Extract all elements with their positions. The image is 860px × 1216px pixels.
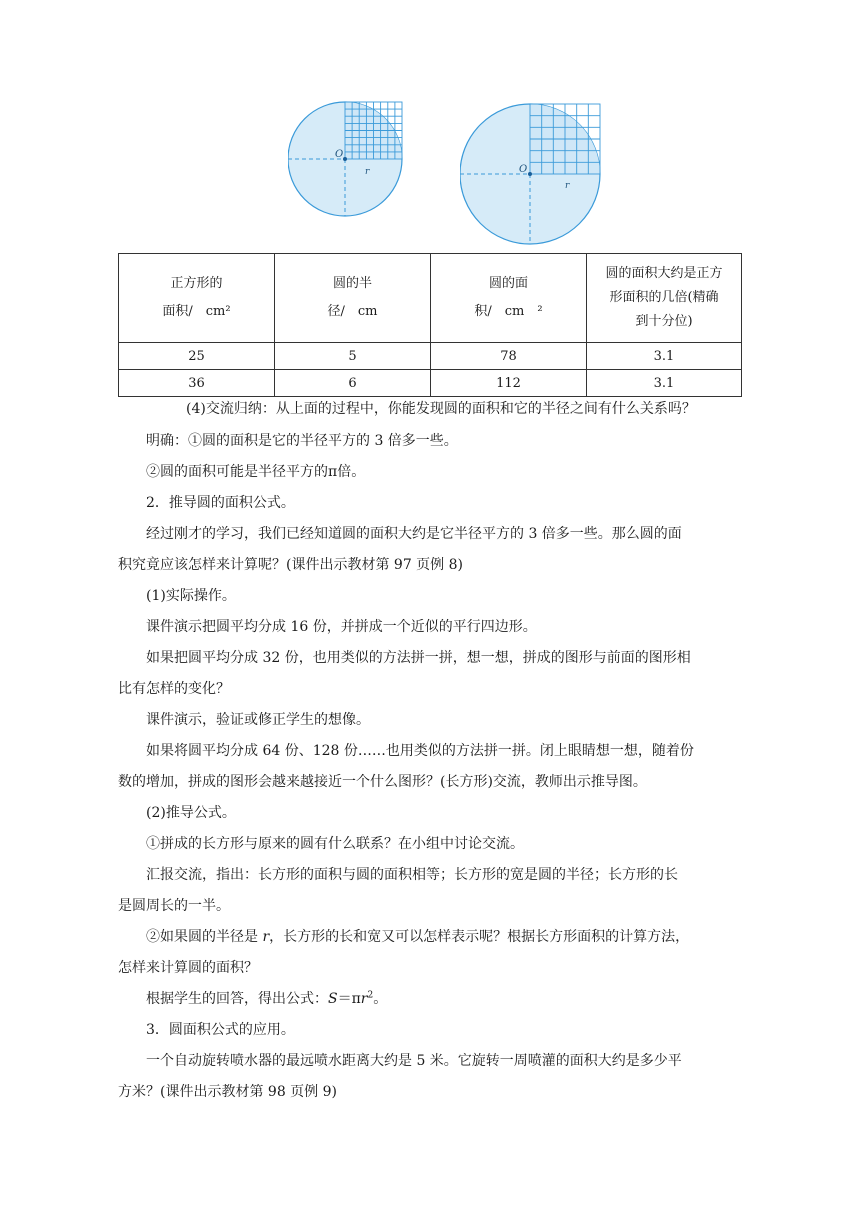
header-cell: 圆的半 径/ cm — [275, 254, 431, 343]
section-heading: 2．推导圆的面积公式。 — [146, 495, 295, 511]
paragraph: 如果把圆平均分成 32 份，也用类似的方法拼一拼，想一想，拼成的图形与前面的图形相 — [146, 650, 691, 666]
paragraph: ②圆的面积可能是半径平方的π倍。 — [146, 464, 366, 480]
paragraph: 比有怎样的变化？ — [118, 681, 230, 697]
paragraph: 经过刚才的学习，我们已经知道圆的面积大约是它半径平方的 3 倍多一些。那么圆的面 — [146, 526, 682, 542]
paragraph: (2)推导公式。 — [146, 805, 236, 821]
table-cell: 3.1 — [587, 370, 742, 397]
paragraph: ②如果圆的半径是 r，长方形的长和宽又可以怎样表示呢？根据长方形面积的计算方法， — [146, 929, 690, 945]
paragraph: 积究竟应该怎样来计算呢？(课件出示教材第 97 页例 8) — [118, 557, 463, 573]
header-cell: 正方形的 面积/ cm² — [119, 254, 275, 343]
header-cell: 圆的面 积/ cm ² — [431, 254, 587, 343]
paragraph: 一个自动旋转喷水器的最远喷水距离大约是 5 米。它旋转一周喷灌的面积大约是多少平 — [146, 1053, 682, 1069]
paragraph: 课件演示，验证或修正学生的想像。 — [146, 712, 370, 728]
paragraph: (4)交流归纳：从上面的过程中，你能发现圆的面积和它的半径之间有什么关系吗？ — [186, 401, 696, 417]
paragraph: (1)实际操作。 — [146, 588, 236, 604]
table-row — [119, 370, 742, 397]
paragraph: 是圆周长的一半。 — [118, 898, 230, 914]
large-center-label: O — [519, 164, 528, 175]
paragraph: 如果将圆平均分成 64 份、128 份……也用类似的方法拼一拼。闭上眼睛想一想，随着份 — [146, 743, 694, 759]
paragraph: 汇报交流，指出：长方形的面积与圆的面积相等；长方形的宽是圆的半径；长方形的长 — [146, 867, 678, 883]
paragraph: 方米？(课件出示教材第 98 页例 9) — [118, 1084, 337, 1100]
figures — [280, 98, 620, 250]
paragraph: 数的增加，拼成的图形会越来越接近一个什么图形？(长方形)交流，教师出示推导图。 — [118, 774, 647, 790]
table-cell: 6 — [275, 370, 431, 397]
data-table — [118, 253, 742, 397]
large-radius-label: r — [565, 181, 570, 191]
small-center-label: O — [335, 149, 344, 160]
small-circle-figure — [288, 100, 418, 218]
paragraph: 明确：①圆的面积是它的半径平方的 3 倍多一些。 — [146, 433, 458, 449]
paragraph: ①拼成的长方形与原来的圆有什么联系？在小组中讨论交流。 — [146, 836, 524, 852]
table-cell: 3.1 — [587, 343, 742, 370]
formula-line: 根据学生的回答，得出公式：$S=\pi r^2$。 — [146, 990, 388, 1007]
table-cell: 36 — [119, 370, 275, 397]
table-cell: 112 — [431, 370, 587, 397]
section-heading: 3．圆面积公式的应用。 — [146, 1022, 295, 1038]
header-cell: 圆的面积大约是正方 形面积的几倍(精确 到十分位) — [587, 254, 742, 343]
table-header-row — [119, 254, 742, 343]
paragraph: 课件演示把圆平均分成 16 份，并拼成一个近似的平行四边形。 — [146, 619, 537, 635]
small-radius-label: r — [365, 167, 370, 177]
table-row — [119, 343, 742, 370]
table-cell: 25 — [119, 343, 275, 370]
table-cell: 78 — [431, 343, 587, 370]
large-circle-figure — [460, 100, 602, 246]
table-cell: 5 — [275, 343, 431, 370]
paragraph: 怎样来计算圆的面积？ — [118, 960, 258, 976]
